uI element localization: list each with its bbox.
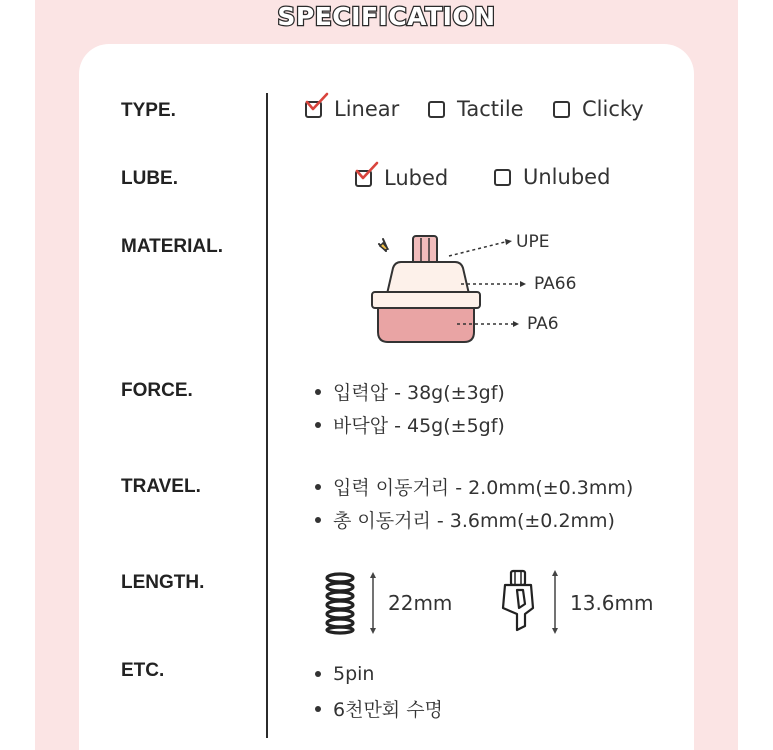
label-material: MATERIAL. bbox=[121, 236, 224, 257]
material-stem-label: UPE bbox=[516, 232, 550, 252]
top-housing-shape bbox=[387, 262, 469, 294]
type-option-linear[interactable] bbox=[305, 97, 399, 121]
etc-item: 5pin bbox=[315, 663, 374, 685]
page-title: SPECIFICATION bbox=[277, 2, 496, 31]
label-etc: ETC. bbox=[121, 660, 165, 681]
lube-option-unlubed[interactable] bbox=[494, 165, 610, 189]
force-item: 입력압 - 38g(±3gf) bbox=[315, 378, 505, 405]
option-label: Lubed bbox=[384, 166, 449, 190]
material-top-housing-label: PA66 bbox=[534, 274, 577, 294]
label-travel: TRAVEL. bbox=[121, 476, 201, 497]
checkbox-clicky[interactable] bbox=[553, 101, 570, 118]
label-force: FORCE. bbox=[121, 380, 193, 401]
force-item: 바닥압 - 45g(±5gf) bbox=[315, 411, 505, 438]
bottom-housing-shape bbox=[378, 308, 474, 342]
label-length: LENGTH. bbox=[121, 572, 205, 593]
lube-option-lubed[interactable] bbox=[355, 166, 448, 190]
checkbox-unlubed[interactable] bbox=[494, 169, 511, 186]
label-lube: LUBE. bbox=[121, 168, 178, 189]
checkbox-linear[interactable] bbox=[305, 101, 322, 118]
checkbox-tactile[interactable] bbox=[428, 101, 445, 118]
stem-length-value: 13.6mm bbox=[570, 591, 654, 615]
material-bottom-housing-label: PA6 bbox=[527, 314, 559, 334]
sparkle-icon bbox=[380, 243, 388, 250]
travel-item: 총 이동거리 - 3.6mm(±0.2mm) bbox=[315, 506, 615, 533]
type-option-tactile[interactable] bbox=[428, 97, 524, 121]
stem-icon bbox=[497, 568, 563, 638]
spring-icon bbox=[322, 570, 382, 636]
label-type: TYPE. bbox=[121, 100, 176, 121]
etc-item: 6천만회 수명 bbox=[315, 695, 443, 722]
option-label: Tactile bbox=[457, 97, 524, 121]
spring-length-value: 22mm bbox=[388, 591, 453, 615]
checkmark-icon bbox=[305, 92, 331, 114]
option-label: Linear bbox=[334, 97, 400, 121]
option-label: Unlubed bbox=[523, 165, 611, 189]
column-divider bbox=[266, 93, 268, 738]
option-label: Clicky bbox=[582, 97, 644, 121]
travel-item: 입력 이동거리 - 2.0mm(±0.3mm) bbox=[315, 473, 633, 500]
type-option-clicky[interactable] bbox=[553, 97, 644, 121]
checkbox-lubed[interactable] bbox=[355, 170, 372, 187]
checkmark-icon bbox=[355, 161, 381, 183]
